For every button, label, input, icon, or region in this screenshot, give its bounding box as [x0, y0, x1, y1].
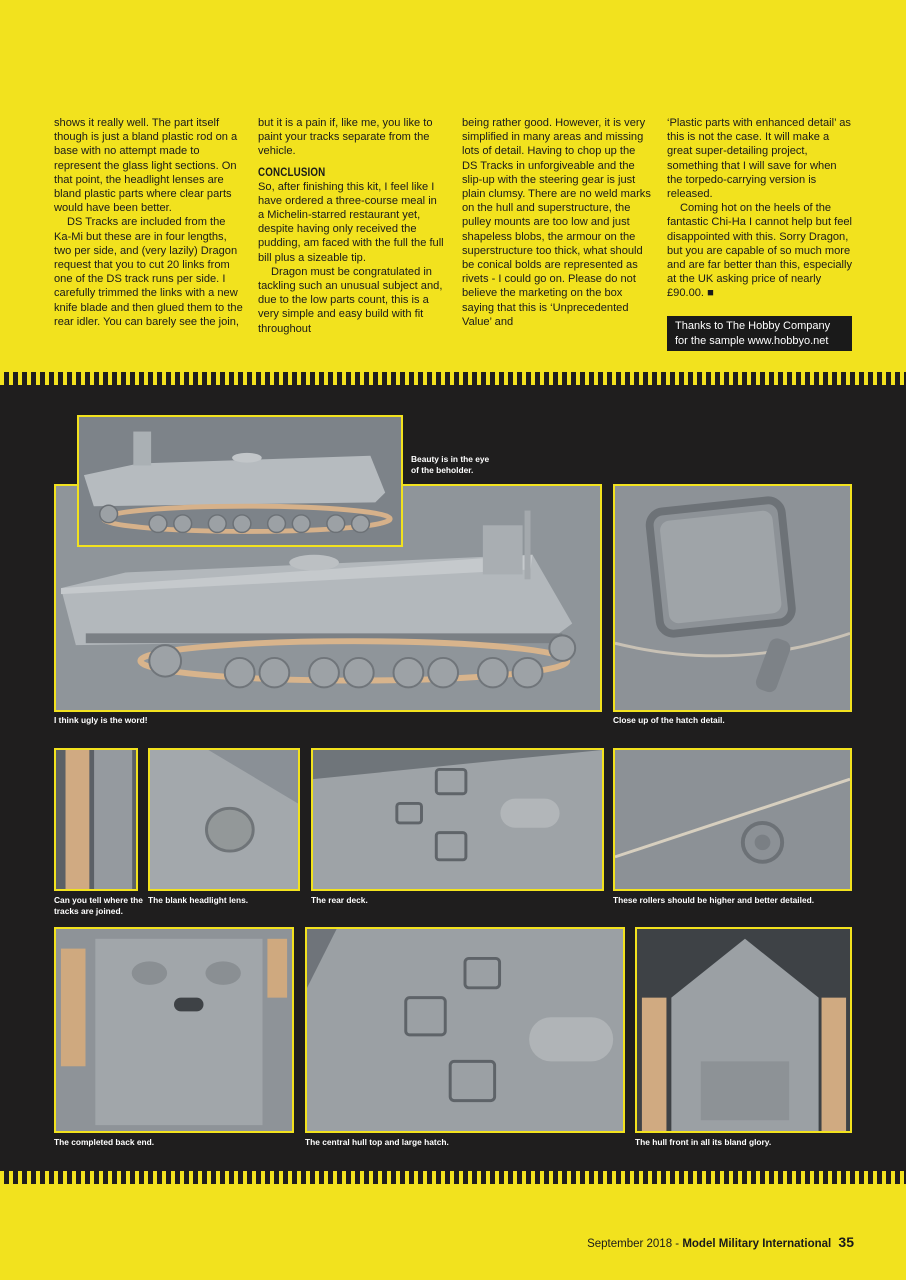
- col4-para-1: ‘Plastic parts with enhanced detail’ as this is not the case. It will make a great super-detailing project, something that I will save for when the torpedo-carrying version is released.: [667, 117, 851, 201]
- photo-rollers: [613, 748, 852, 891]
- caption-headlight-lens: The blank headlight lens.: [148, 895, 249, 905]
- col2-para-2: So, after finishing this kit, I feel like I have ordered a three-course meal in a Michelin-starred restaurant yet, despite having only received the pudding, am faced with the full the full bill plus a sizeable tip.: [258, 180, 444, 264]
- col1-para-2: DS Tracks are included from the Ka-Mi but these are in four lengths, two per side, and (very lazily) Dragon request that you to cut 20 links from one of the DS track runs per side. I carefully trimmed the links with a new knife blade and then glued them to the rear idler. You can barely see the join,: [54, 216, 243, 328]
- caption-track-join: Can you tell where the tracks are joined.: [54, 895, 143, 916]
- bottom-stripe: [0, 1171, 906, 1184]
- photo-rear-deck: [311, 748, 604, 891]
- caption-ugly: I think ugly is the word!: [54, 715, 148, 725]
- photo-hull-front: [635, 927, 852, 1133]
- conclusion-heading: CONCLUSION: [258, 166, 326, 179]
- caption-hatch: Close up of the hatch detail.: [613, 715, 725, 725]
- photo-track-join: [54, 748, 138, 891]
- col4-para-2: Coming hot on the heels of the fantastic Chi-Ha I cannot help but feel disappointed with this. Sorry Dragon, but you are capable of so much more and are far better than this, especially at the UK asking price of nearly £90.00. ■: [667, 202, 853, 300]
- caption-hull-front: The hull front in all its bland glory.: [635, 1137, 772, 1147]
- col2-para-1: but it is a pain if, like me, you like to paint your tracks separate from the vehicle.: [258, 117, 433, 158]
- col2-para-3: Dragon must be congratulated in tackling such an unusual subject and, due to the low parts count, this is a very simple and easy build with fit throughout: [258, 265, 443, 335]
- photo-back-end: [54, 927, 294, 1133]
- col1-para-1: shows it really well. The part itself though is just a bland plastic rod on a base with no attempt made to represent the glass light sections. On that point, the headlight lenses are bland plastic parts where clear parts would have been better.: [54, 117, 238, 215]
- photo-side-view-inset: [77, 415, 403, 547]
- photo-headlight-lens: [148, 748, 300, 891]
- caption-rear-deck: The rear deck.: [311, 895, 368, 905]
- page-footer: [587, 1234, 854, 1250]
- footer-magazine: Model Military International: [682, 1238, 832, 1250]
- caption-beauty: Beauty is in the eye of the beholder.: [411, 454, 490, 475]
- caption-back-end: The completed back end.: [54, 1137, 155, 1147]
- column-2: [258, 116, 446, 336]
- caption-central-hull: The central hull top and large hatch.: [305, 1137, 449, 1147]
- column-1: [54, 116, 244, 329]
- photo-central-hull: [305, 927, 625, 1133]
- page-number: 35: [838, 1234, 854, 1250]
- column-3: [462, 116, 652, 329]
- col3-para-1: being rather good. However, it is very simplified in many areas and missing lots of detail. Having to chop up the DS Tracks in unforgiveable and the slip-up with the steering gear is just plain clumsy. There are no weld marks on the hull and superstructure, the pulley mounts are too low and just shapeless blobs, the armour on the superstructure too thick, what should be conical bolds are represented as rivets - I could go on. Please do not believe the marketing on the box saying that this is ‘Unprecedented Value’ and: [462, 117, 651, 328]
- thanks-box: Thanks to The Hobby Company for the sample www.hobbyo.net: [667, 316, 852, 351]
- column-4: [667, 116, 853, 301]
- caption-rollers: These rollers should be higher and better detailed.: [613, 895, 815, 905]
- top-stripe: [0, 372, 906, 385]
- photo-hatch-closeup: [613, 484, 852, 712]
- footer-date: September 2018 -: [587, 1238, 680, 1250]
